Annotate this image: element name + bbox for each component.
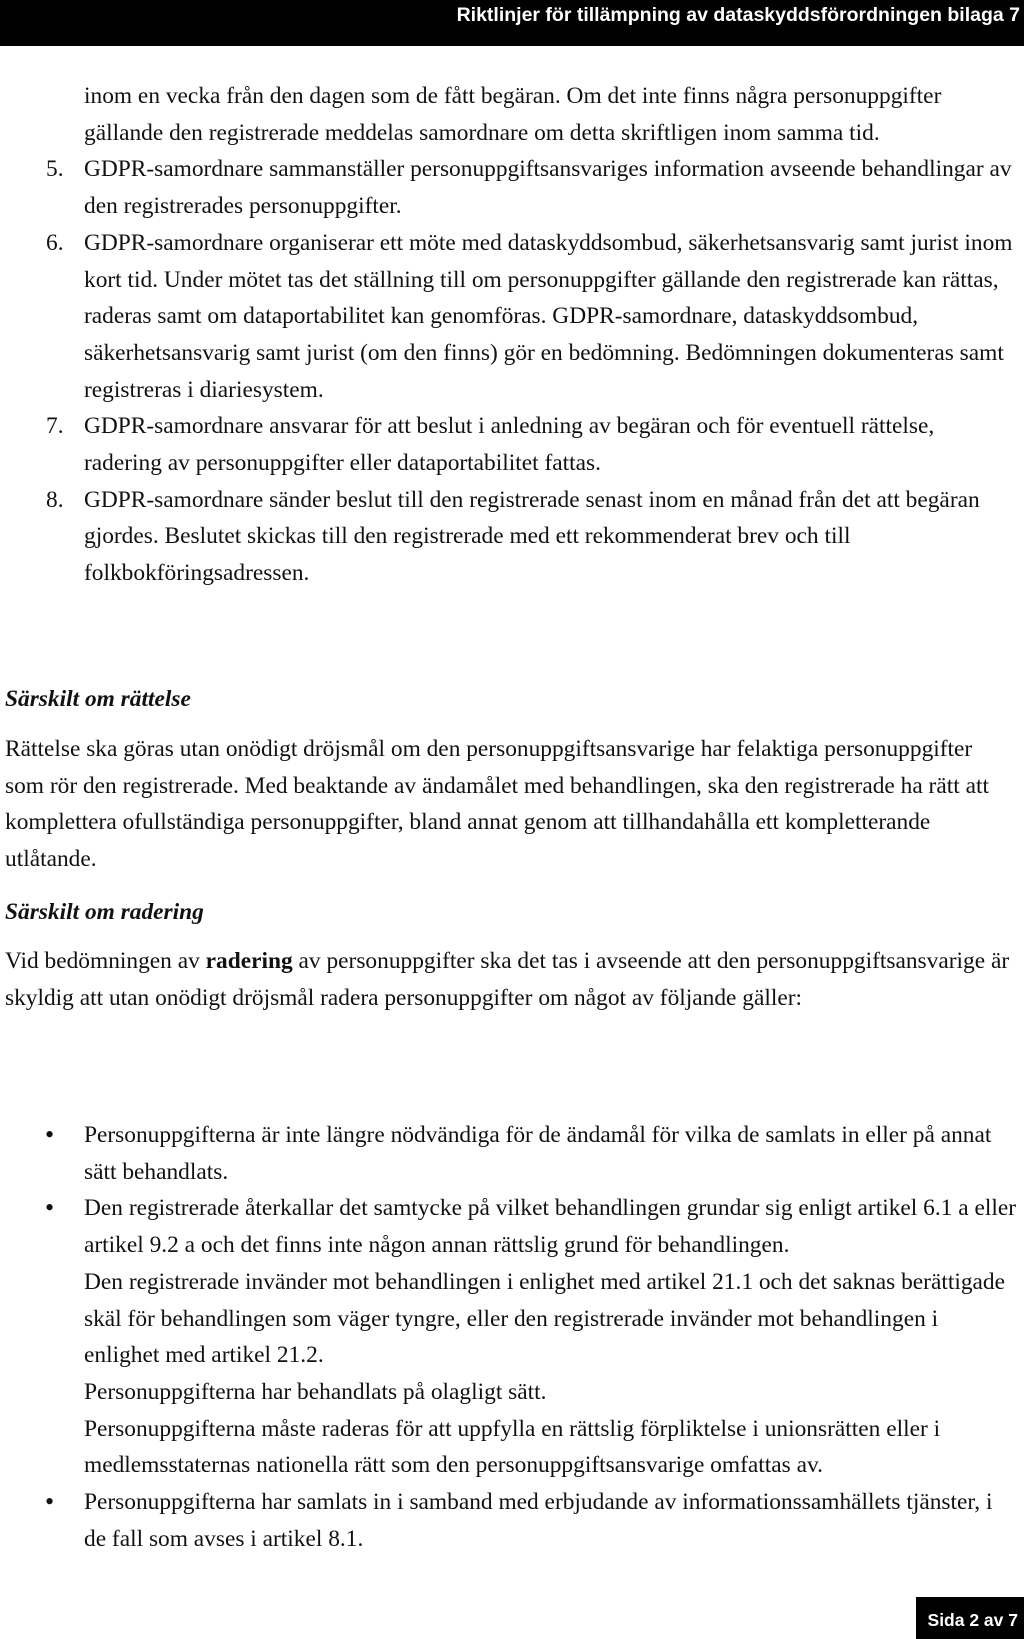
page-number-box [916, 1597, 1024, 1639]
bullet-text: Personuppgifterna är inte längre nödvändiga för de ändamål för vilka de samlats in eller på annat sätt behandlats. [84, 1122, 992, 1185]
list-item-number: 8. [46, 486, 64, 513]
list-item-text: GDPR-samordnare ansvarar för att beslut i anledning av begäran och för eventuell rättelse, radering av personuppgifter eller dataportabilitet fattas. [84, 413, 935, 477]
bullet-text: Personuppgifterna har samlats in i samband med erbjudande av informationssamhällets tjänster, i de fall som avses i artikel 8.1. [84, 1489, 993, 1552]
header-bar [0, 0, 1024, 46]
list-item-5 [46, 151, 1016, 224]
intro-bold-term: radering [205, 948, 293, 974]
list-item-7 [46, 408, 1016, 481]
bullet-item [46, 1374, 1016, 1411]
bullet-item [46, 1411, 1016, 1484]
list-item-number: 5. [46, 156, 64, 183]
paragraph-radering-intro [5, 943, 1015, 1016]
bullet-item [46, 1190, 1016, 1263]
bullet-list [46, 1117, 1016, 1557]
bullet-text: Personuppgifterna har behandlats på olagligt sätt. [84, 1378, 547, 1405]
bullet-item [46, 1264, 1016, 1374]
list-item-number: 6. [46, 229, 64, 256]
list-item-6 [46, 225, 1016, 409]
paragraph-rattelse: Rättelse ska göras utan onödigt dröjsmål om den personuppgiftsansvarige har felaktiga personuppgifter som rör den registrerade. Med beaktande av ändamålet med behandlingen, ska den registrerade ha rätt att komplettera ofullständiga personuppgifter, bland annat genom att tillhandahålla ett kompletterande utlåtande. [5, 736, 989, 873]
list-item-text: GDPR-samordnare sammanställer personuppgiftsansvariges information avseende behandlingar av den registrerades personuppgifter. [84, 156, 1012, 220]
document-title: Riktlinjer för tillämpning av dataskyddsförordningen bilaga 7 [456, 4, 1020, 26]
bullet-marker: • [45, 1120, 55, 1149]
page-number: Sida 2 av 7 [927, 1610, 1018, 1630]
bullet-marker: • [45, 1487, 55, 1517]
section-heading-radering: Särskilt om radering [5, 899, 204, 925]
bullet-item [46, 1117, 1016, 1190]
bullet-text: Personuppgifterna måste raderas för att uppfylla en rättslig förpliktelse i unionsrätten eller i medlemsstaternas nationella rätt som den personuppgiftsansvarige omfattas av. [84, 1415, 941, 1479]
list-item-number: 7. [46, 413, 64, 440]
list-item-text: inom en vecka från den dagen som de fått begäran. Om det inte finns några personuppgifter gällande den registrerade meddelas samordnare om detta skriftligen inom samma tid. [84, 83, 942, 146]
bullet-marker: • [45, 1193, 55, 1223]
list-item-8 [46, 482, 1016, 592]
numbered-list [46, 78, 1016, 592]
bullet-item [46, 1484, 1016, 1557]
intro-text-before: Vid bedömningen av [5, 948, 206, 974]
section-heading-rattelse: Särskilt om rättelse [5, 686, 191, 712]
list-item-text: GDPR-samordnare organiserar ett möte med dataskyddsombud, säkerhetsansvarig samt jurist inom kort tid. Under mötet tas det ställning till om personuppgifter gällande den registrerade kan rättas, raderas samt om dataportabilitet kan genomföras. GDPR-samordnare, dataskyddsombud, säkerhetsansvarig samt jurist (om den finns) gör en bedömning. Bedömningen dokumenteras samt registreras i diariesystem. [84, 229, 1013, 403]
bullet-text: Den registrerade återkallar det samtycke på vilket behandlingen grundar sig enligt artikel 6.1 a eller artikel 9.2 a och det finns inte någon annan rättslig grund för behandlingen. [84, 1195, 1017, 1259]
bullet-text: Den registrerade invänder mot behandlingen i enlighet med artikel 21.1 och det saknas berättigade skäl för behandlingen som väger tyngre, eller den registrerade invänder mot behandlingen i enlighet med artikel 21.2. [84, 1268, 1006, 1369]
list-item-continuation [46, 78, 1016, 151]
intro-text-after: av personuppgifter ska det tas i avseende att den personuppgiftsansvarige är skyldig att utan onödigt dröjsmål radera personuppgifter om något av följande gäller: [5, 948, 1010, 1011]
list-item-text: GDPR-samordnare sänder beslut till den registrerade senast inom en månad från det att begäran gjordes. Beslutet skickas till den registrerade med ett rekommenderat brev och till folkbokföringsadressen. [84, 486, 980, 587]
